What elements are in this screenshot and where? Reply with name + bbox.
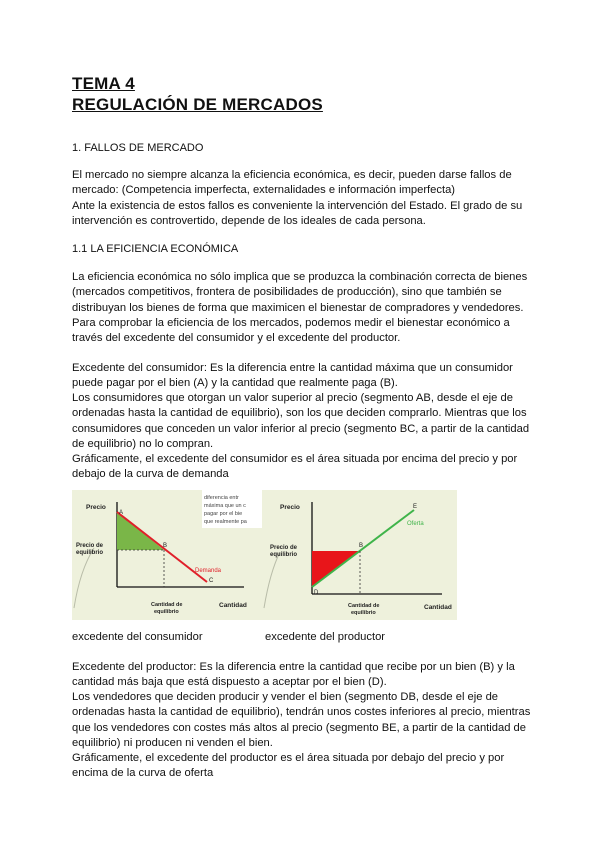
point-b-label: B [163,543,168,549]
doc-title-line2: REGULACIÓN DE MERCADOS [72,95,323,114]
qty-label-1: Cantidad de [348,603,380,609]
supply-curve-label: Oferta [407,521,424,527]
point-c-label: C [209,578,214,584]
doc-title-line1: TEMA 4 [72,74,135,93]
consumer-para3: Gráficamente, el excedente del consumidor es el área situada por encima del precio y por debajo de la curva de demanda [72,453,518,481]
qty-label-1: Cantidad de [151,602,183,608]
demand-curve-label: Demanda [195,568,222,574]
producer-para2: Los vendedores que deciden producir y vender el bien (segmento DB, desde el eje de ordenadas hasta la cantidad de equilibrio), tendrán unos costes inferiores al precio, mientras que los vendedores con costes más altos al precio (segmento BE, a partir de la cantidad de equilibrio) ni producen ni venden el bien. [72,691,531,749]
price-label-2: equilibrio [270,552,297,558]
price-label-2: equilibrio [76,550,103,556]
section1-para2: Ante la existencia de estos fallos es conveniente la intervención del Estado. El grado de su intervención es controvertido, depende de los ideales de cada persona. [72,200,523,228]
section11-para2: Para comprobar la eficiencia de los mercados, podemos medir el bienestar económico a través del excedente del consumidor y el excedente del productor. [72,317,510,345]
note-line-4: que realmente pa [204,519,247,525]
point-b-label: B [359,543,364,549]
point-a-label: A [119,510,124,516]
section1-heading: 1. FALLOS DE MERCADO [72,142,204,154]
producer-surplus-figure [262,490,457,620]
x-axis-label: Cantidad [219,602,247,609]
price-label-1: Precio de [76,543,104,549]
qty-label-2: equilibrio [351,610,376,616]
producer-para3: Gráficamente, el excedente del productor es el área situada por debajo del precio y por encima de la curva de oferta [72,752,505,780]
price-label-1: Precio de [270,545,298,551]
section1-para1: El mercado no siempre alcanza la eficiencia económica, es decir, pueden darse fallos de mercado: (Competencia imperfecta, externalidades e información imperfecta) [72,169,512,197]
consumer-caption: excedente del consumidor [72,631,203,643]
y-axis-label: Precio [86,504,106,511]
point-d-label: D [314,590,319,596]
section11-para1: La eficiencia económica no sólo implica que se produzca la combinación correcta de bienes (mercados competitivos, frontera de posibilidades de producción), sino que también se distribuyan los bienes de forma que maximicen el bienestar de compradores y vendedores. [72,271,528,314]
section11-heading: 1.1 LA EFICIENCIA ECONÓMICA [72,243,239,255]
x-axis-label: Cantidad [424,604,452,611]
consumer-para1: Excedente del consumidor: Es la diferencia entre la cantidad máxima que un consumidor puede pagar por el bien (A) y la cantidad que realmente paga (B). [72,362,513,390]
point-e-label: E [413,504,418,510]
y-axis-label: Precio [280,504,300,511]
note-line-3: pagar por el bie [204,511,243,517]
producer-para1: Excedente del productor: Es la diferencia entre la cantidad que recibe por un bien (B) y la cantidad más baja que está dispuesto a aceptar por el bien (D). [72,661,515,689]
note-line-2: máxima que un c [204,503,246,509]
consumer-surplus-figure [72,490,262,620]
qty-label-2: equilibrio [154,609,179,615]
note-line-1: diferencia entr [204,495,239,501]
consumer-para2: Los consumidores que otorgan un valor superior al precio (segmento AB, desde el eje de ordenadas hasta la cantidad de equilibrio), son los que deciden comprarlo. Mientras que los consumidores que conceden un valor inferior al precio (segmento BC, a partir de la cantidad de equilibrio) no lo compran. [72,392,530,450]
producer-caption: excedente del productor [265,631,386,643]
